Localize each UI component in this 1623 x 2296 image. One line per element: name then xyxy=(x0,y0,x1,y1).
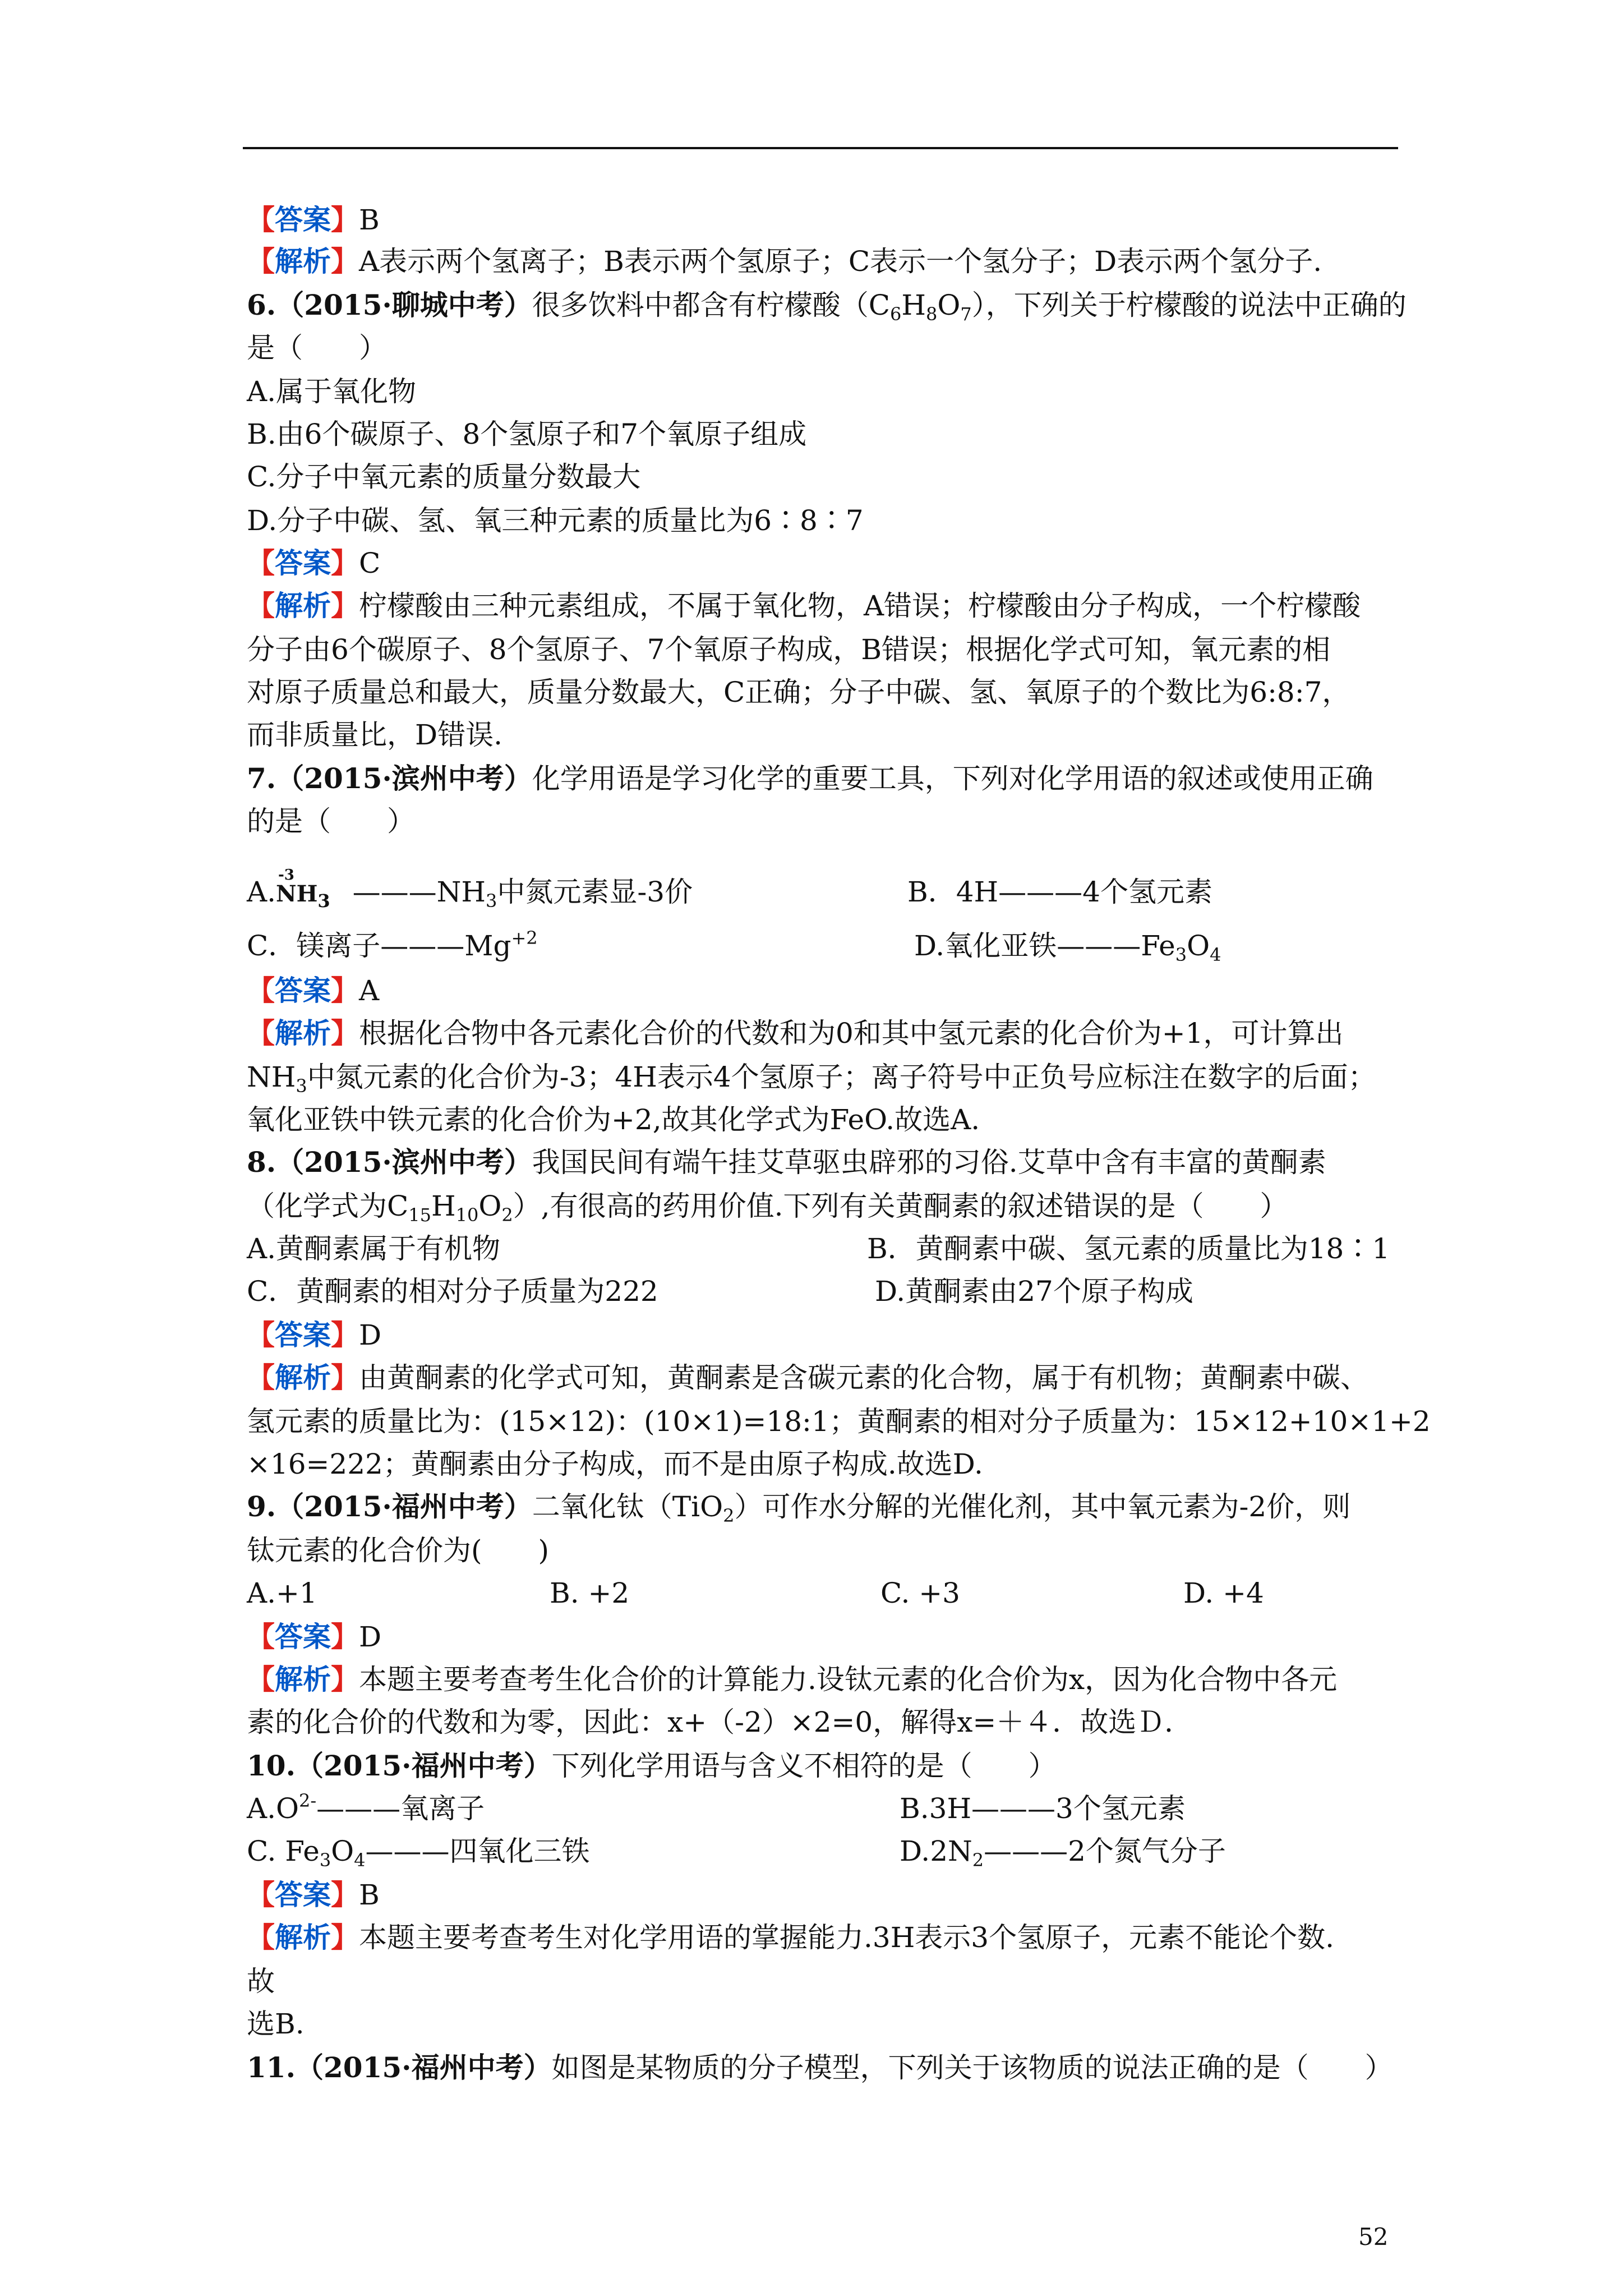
q9-explanation-2: 素的化合价的代数和为零，因此：x+（-2）×2=0，解得x=＋４．故选Ｄ． xyxy=(247,1706,1193,1738)
q8-explanation: 【解析】由黄酮素的化学式可知，黄酮素是含碳元素的化合物，属于有机物；黄酮素中碳、 xyxy=(247,1361,1368,1394)
q8-option-a: A.黄酮素属于有机物 xyxy=(247,1232,501,1265)
question-9-stem: 9.（2015·福州中考）二氧化钛（TiO$_2$）可作水分解的光催化剂，其中氧元素为-2价，则 xyxy=(247,1490,1351,1526)
q7-explanation: 【解析】根据化合物中各元素化合价的代数和为0和其中氢元素的化合价为+1，可计算出 xyxy=(247,1016,1344,1050)
question-7-stem: 7.（2015·滨州中考）化学用语是学习化学的重要工具，下列对化学用语的叙述或使用正确 xyxy=(247,762,1373,795)
q10-option-a: $A.O^{2-}———$氧离子 xyxy=(247,1790,485,1825)
q10-explanation-2: 故 xyxy=(247,1965,275,1998)
question-9-stem-cont: 钛元素的化合价为( ) xyxy=(247,1534,550,1567)
nh3-valence-formula: -3 $NH_3$ xyxy=(276,867,330,912)
q9-option-c: C. +3 xyxy=(880,1577,960,1609)
q7-answer: 【答案】A xyxy=(247,974,380,1007)
q9-explanation: 【解析】本题主要考查考生化合价的计算能力.设钛元素的化合价为x，因为化合物中各元 xyxy=(247,1663,1338,1696)
q10-explanation-3: 选B. xyxy=(247,2008,305,2040)
q6-option-d: D.分子中碳、氢、氧三种元素的质量比为6∶8∶7 xyxy=(247,504,864,537)
q8-explanation-3: ×16=222；黄酮素由分子构成，而不是由原子构成.故选D. xyxy=(247,1448,983,1480)
q6-option-a: A.属于氧化物 xyxy=(247,375,417,408)
q8-answer: 【答案】D xyxy=(247,1318,382,1351)
question-8-stem-cont: （化学式为$C_{15}H_{10}O_2$）,有很高的药用价值.下列有关黄酮素的叙述错误的是（ ） xyxy=(247,1190,1288,1226)
question-6-stem-cont: 是（ ） xyxy=(247,332,387,364)
q6-explanation-3: 对原子质量总和最大，质量分数最大，C正确；分子中碳、氢、氧原子的个数比为6:8:7， xyxy=(247,676,1350,708)
q9-option-d: D. +4 xyxy=(1183,1577,1264,1609)
question-7-stem-cont: 的是（ ） xyxy=(247,805,415,838)
question-11-stem: 11.（2015·福州中考）如图是某物质的分子模型，下列关于该物质的说法正确的是（ ） xyxy=(247,2051,1393,2084)
q7-explanation-3: 氧化亚铁中铁元素的化合价为+2,故其化学式为FeO.故选A. xyxy=(247,1103,980,1136)
q10-option-c: C. $Fe_3O_4———$四氧化三铁 xyxy=(247,1835,590,1871)
q7-option-a: A. -3 $NH_3$ $———NH_3$中氮元素显-3价 xyxy=(247,867,693,912)
question-8-stem: 8.（2015·滨州中考）我国民间有端午挂艾草驱虫辟邪的习俗.艾草中含有丰富的黄酮素 xyxy=(247,1145,1326,1179)
q7-explanation-2: $NH_3$中氮元素的化合价为-3；4H表示4个氢原子；离子符号中正负号应标注在数字的后面； xyxy=(247,1061,1376,1097)
q7-option-c: C．镁离子$———Mg^{+2}$ xyxy=(247,927,538,962)
q9-option-a: A.+1 xyxy=(247,1577,317,1609)
q6-option-c: C.分子中氧元素的质量分数最大 xyxy=(247,461,641,493)
q10-explanation: 【解析】本题主要考查考生对化学用语的掌握能力.3H表示3个氢原子，元素不能论个数. xyxy=(247,1921,1335,1954)
q6-answer: 【答案】C xyxy=(247,546,381,579)
question-10-stem: 10.（2015·福州中考）下列化学用语与含义不相符的是（ ） xyxy=(247,1749,1057,1782)
q6-explanation-4: 而非质量比，D错误. xyxy=(247,719,502,751)
q7-option-d: D.氧化亚铁$———Fe_3O_4$ xyxy=(914,930,1221,965)
question-6-stem: 6.（2015·聊城中考）很多饮料中都含有柠檬酸$(C_6H_8O_7)$，下列关于柠檬酸的说法中正确的 xyxy=(247,288,1407,325)
q7-option-b: B．4H———4个氢元素 xyxy=(907,876,1212,908)
q8-option-d: D.黄酮素由27个原子构成 xyxy=(875,1275,1193,1308)
q8-explanation-2: 氢元素的质量比为：(15×12)：(10×1)=18:1；黄酮素的相对分子质量为：15×12+10×1+2 xyxy=(247,1405,1431,1438)
page-number: 52 xyxy=(1358,2223,1389,2251)
answer-line: 【答案】B xyxy=(247,203,380,236)
q9-answer: 【答案】D xyxy=(247,1620,382,1653)
q8-option-b: B．黄酮素中碳、氢元素的质量比为18∶1 xyxy=(867,1232,1390,1265)
q8-option-c: C．黄酮素的相对分子质量为222 xyxy=(247,1275,658,1308)
q10-answer: 【答案】B xyxy=(247,1878,380,1911)
header-rule xyxy=(243,147,1398,149)
q9-option-b: B. +2 xyxy=(550,1577,630,1609)
q6-explanation-2: 分子由6个碳原子、8个氢原子、7个氧原子构成，B错误；根据化学式可知，氧元素的相 xyxy=(247,633,1331,666)
q10-option-d: $D.2N_2———2$个氮气分子 xyxy=(900,1835,1226,1871)
q6-explanation: 【解析】柠檬酸由三种元素组成，不属于氧化物，A错误；柠檬酸由分子构成，一个柠檬酸 xyxy=(247,589,1361,622)
q6-option-b: B.由6个碳原子、8个氢原子和7个氧原子组成 xyxy=(247,418,807,450)
q10-option-b: B.3H———3个氢元素 xyxy=(900,1792,1186,1825)
explanation-line: 【解析】A表示两个氢离子；B表示两个氢原子；C表示一个氢分子；D表示两个氢分子. xyxy=(247,245,1322,278)
